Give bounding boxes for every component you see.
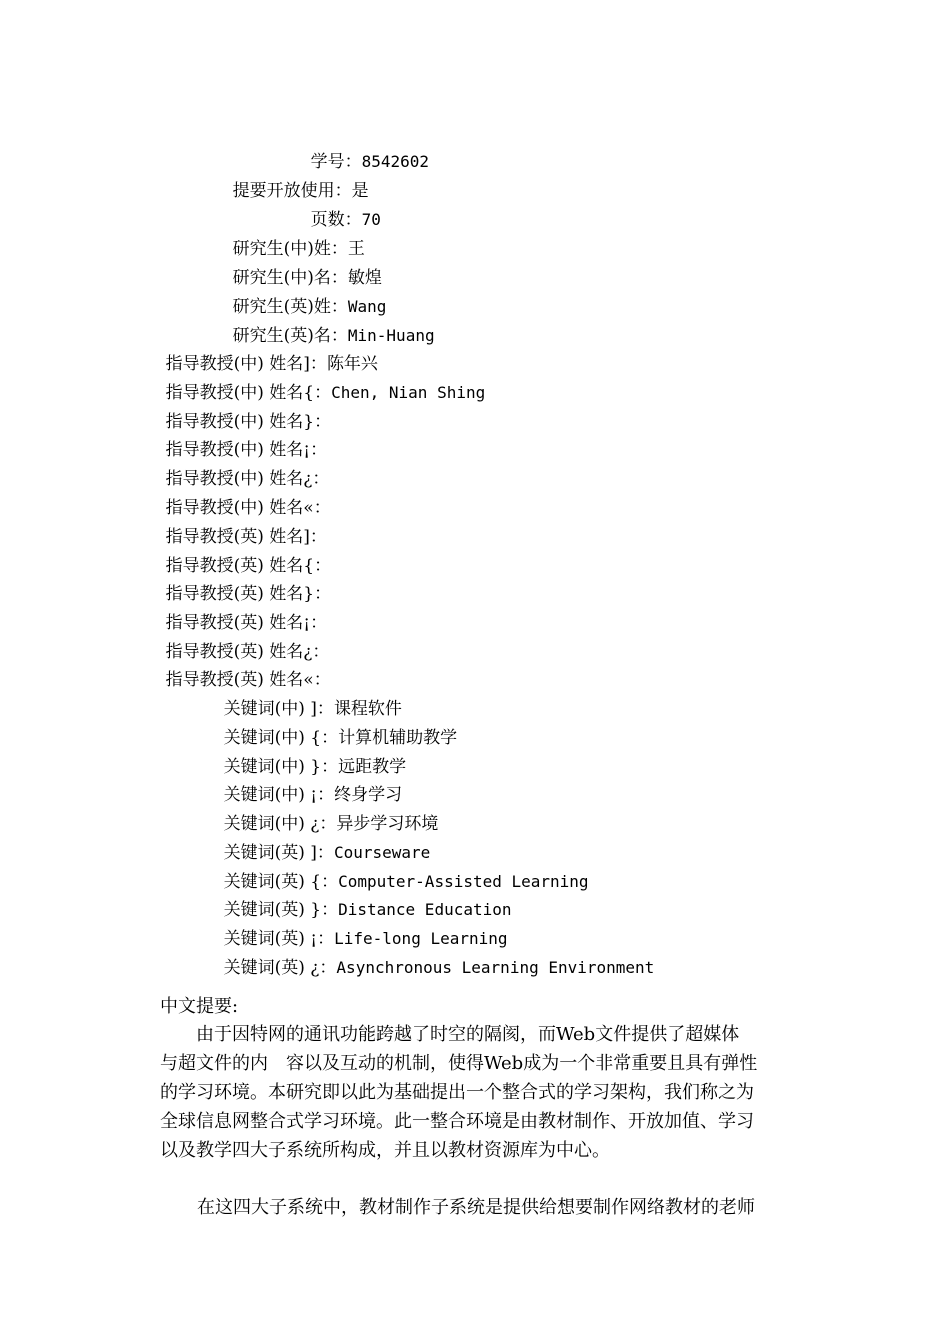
advisor-label: 指导教授(中) 姓名]： — [165, 354, 327, 374]
field-value: 敏煌 — [347, 268, 382, 288]
keyword-label: 关键词(中) {： — [223, 728, 339, 748]
advisor-label: 指导教授(英) 姓名}： — [165, 584, 332, 604]
keyword-value: 远距教学 — [338, 757, 407, 777]
field-label: 研究生(中)姓： — [232, 239, 348, 259]
keyword-label: 关键词(英) }： — [223, 900, 339, 920]
field-value: 是 — [351, 181, 369, 201]
keyword-value: Life-long Learning — [334, 929, 508, 948]
advisor-label: 指导教授(英) 姓名«： — [165, 670, 331, 690]
field-label: 学号： — [310, 152, 362, 172]
keyword-value: 课程软件 — [333, 699, 402, 719]
field-value: 王 — [347, 239, 365, 259]
field-label: 页数： — [310, 210, 362, 230]
abstract-line: 由于因特网的通讯功能跨越了时空的隔阂，而Web文件提供了超媒体 — [160, 1024, 740, 1045]
keyword-row — [202, 938, 654, 998]
field-value: 8542602 — [361, 152, 430, 171]
keyword-label: 关键词(中) ]： — [223, 699, 334, 719]
keyword-label: 关键词(英) {： — [223, 872, 339, 892]
advisor-label: 指导教授(中) 姓名«： — [165, 498, 331, 518]
advisor-value: Chen, Nian Shing — [331, 383, 486, 402]
advisor-label: 指导教授(中) 姓名{： — [165, 383, 332, 403]
field-value: Wang — [347, 297, 387, 316]
field-value: Min-Huang — [347, 326, 435, 345]
keyword-label: 关键词(中) }： — [223, 757, 339, 777]
abstract-line: 的学习环境。本研究即以此为基础提出一个整合式的学习架构，我们称之为 — [160, 1082, 754, 1103]
keyword-value: Asynchronous Learning Environment — [336, 958, 655, 977]
field-value: 70 — [361, 210, 381, 229]
abstract-line: 全球信息网整合式学习环境。此一整合环境是由教材制作、开放加值、学习 — [160, 1111, 754, 1132]
abstract-line: 在这四大子系统中，教材制作子系统是提供给想要制作网络教材的老师 — [197, 1197, 755, 1218]
keyword-label: 关键词(英) ¿： — [223, 958, 337, 978]
field-label: 研究生(英)名： — [232, 326, 348, 346]
keyword-label: 关键词(中) ¿： — [223, 814, 337, 834]
keyword-label: 关键词(中) ¡： — [223, 785, 335, 805]
field-label: 研究生(英)姓： — [232, 297, 348, 317]
abstract-line: 以及教学四大子系统所构成，并且以教材资源库为中心。 — [160, 1140, 610, 1161]
keyword-label: 关键词(英) ¡： — [223, 929, 335, 949]
advisor-label: 指导教授(中) 姓名¿： — [165, 469, 330, 489]
keyword-label: 关键词(英) ]： — [223, 843, 334, 863]
advisor-label: 指导教授(英) 姓名]： — [165, 527, 327, 547]
advisor-label: 指导教授(中) 姓名¡： — [165, 440, 328, 460]
advisor-value: 陈年兴 — [326, 354, 378, 374]
keyword-value: Computer-Assisted Learning — [338, 872, 589, 891]
keyword-value: Courseware — [333, 843, 431, 862]
field-label: 提要开放使用： — [232, 181, 352, 201]
advisor-label: 指导教授(英) 姓名¿： — [165, 642, 330, 662]
advisor-label: 指导教授(中) 姓名}： — [165, 412, 332, 432]
advisor-label: 指导教授(英) 姓名¡： — [165, 613, 328, 633]
keyword-value: 终身学习 — [334, 785, 403, 805]
keyword-value: 异步学习环境 — [336, 814, 439, 834]
field-label: 研究生(中)名： — [232, 268, 348, 288]
abstract-heading: 中文提要: — [160, 996, 239, 1017]
keyword-value: Distance Education — [338, 900, 512, 919]
abstract-line: 与超文件的内 容以及互动的机制，使得Web成为一个非常重要且具有弹性 — [160, 1053, 758, 1074]
keyword-value: 计算机辅助教学 — [338, 728, 458, 748]
advisor-label: 指导教授(英) 姓名{： — [165, 556, 332, 576]
